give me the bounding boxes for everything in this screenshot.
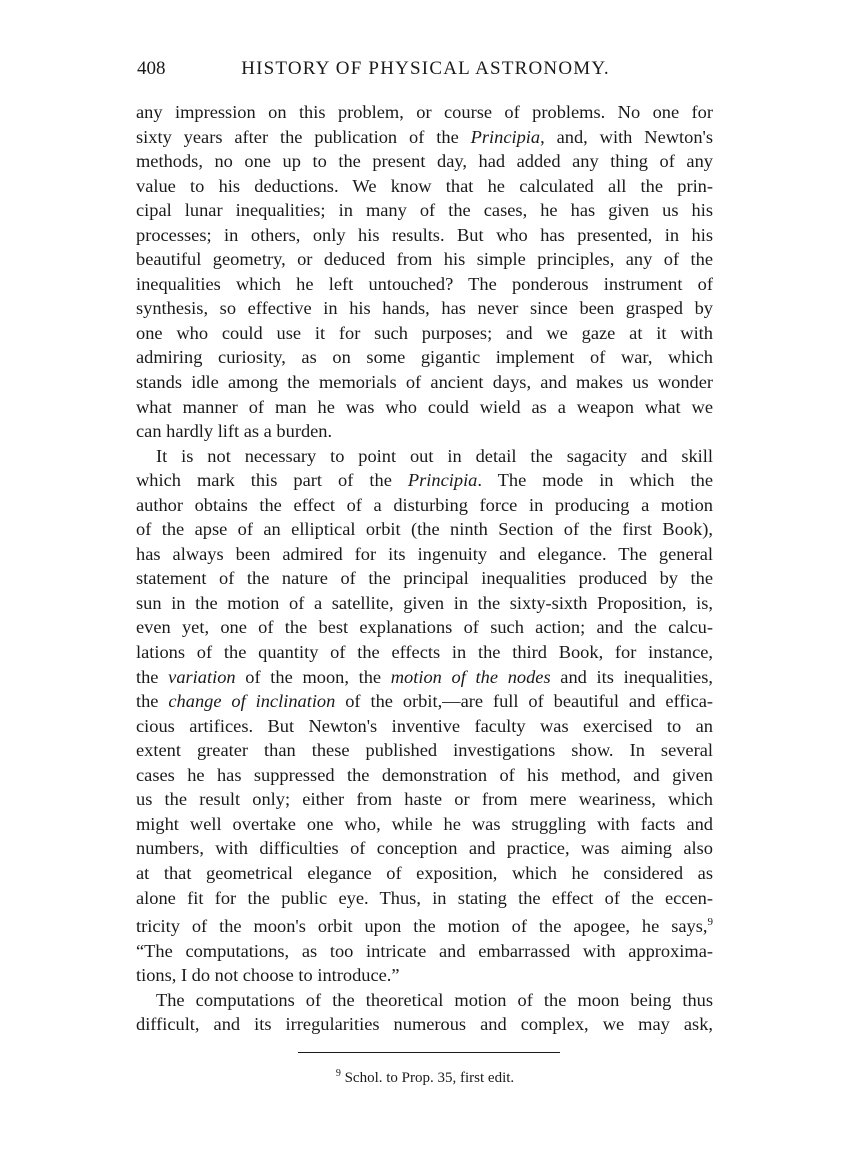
- running-head: HISTORY OF PHYSICAL ASTRONOMY.: [241, 58, 610, 79]
- text-line: [136, 689, 713, 714]
- text-line: [136, 493, 713, 518]
- footnote: [0, 1068, 850, 1087]
- text-run: tions, I do not choose to introduce.”: [136, 965, 400, 986]
- text-line: [136, 517, 713, 542]
- text-line: [136, 988, 713, 1013]
- text-run: “The computations, as too intricate and embarrassed with approxima-: [136, 940, 713, 961]
- text-run: inequalities which he left untouched? The ponderous instrument of: [136, 273, 713, 294]
- text-line: [136, 615, 713, 640]
- italic-text: change of inclination: [168, 691, 336, 712]
- text-line: [136, 714, 713, 739]
- text-line: [136, 763, 713, 788]
- text-line: [136, 247, 713, 272]
- text-run: admiring curiosity, as on some gigantic implement of war, which: [136, 347, 713, 368]
- footnote-text: Schol. to Prop. 35, first edit.: [344, 1070, 515, 1086]
- italic-text: Principia: [470, 126, 541, 147]
- text-line: [136, 939, 713, 964]
- text-line: [136, 640, 713, 665]
- text-run: the: [136, 691, 169, 712]
- text-run: has always been admired for its ingenuity and elegance. The general: [136, 543, 713, 564]
- text-line: [136, 125, 713, 150]
- text-line: [136, 321, 713, 346]
- page-header: [137, 58, 714, 88]
- text-run: cases he has suppressed the demonstration of his method, and given: [136, 764, 713, 785]
- text-run: tricity of the moon's orbit upon the motion of the apogee, he says,: [136, 916, 708, 937]
- footnote-reference: 9: [707, 916, 713, 929]
- text-line: [136, 665, 713, 690]
- text-run: what manner of man he was who could wield as a weapon what we: [136, 396, 713, 417]
- text-line: [136, 738, 713, 763]
- text-run: numbers, with difficulties of conception and practice, was aiming also: [136, 838, 713, 859]
- text-line: [136, 444, 713, 469]
- text-line: [136, 468, 713, 493]
- text-line: [136, 812, 713, 837]
- text-line: [136, 149, 713, 174]
- text-run: . The mode in which the: [477, 470, 713, 491]
- text-run: sixty years after the publication of the: [136, 126, 471, 147]
- text-line: [136, 591, 713, 616]
- text-run: , and, with Newton's: [540, 126, 713, 147]
- text-run: synthesis, so effective in his hands, has never since been grasped by: [136, 298, 713, 319]
- text-line: [136, 223, 713, 248]
- footnote-rule: [298, 1052, 560, 1053]
- text-run: at that geometrical elegance of exposition, which he considered as: [136, 862, 713, 883]
- text-run: the: [136, 666, 169, 687]
- text-line: [136, 542, 713, 567]
- text-line: [136, 787, 713, 812]
- text-run: of the moon, the: [235, 666, 391, 687]
- text-run: The computations of the theoretical motion of the moon being thus: [156, 989, 713, 1010]
- text-run: author obtains the effect of a disturbing force in producing a motion: [136, 494, 713, 515]
- text-run: extent greater than these published investigations show. In several: [136, 740, 713, 761]
- text-run: any impression on this problem, or course of problems. No one for: [136, 102, 713, 122]
- text-run: one who could use it for such purposes; and we gaze at it with: [136, 322, 713, 343]
- text-run: value to his deductions. We know that he calculated all the prin-: [136, 175, 713, 196]
- text-run: of the orbit,—are full of beautiful and effica-: [335, 691, 714, 712]
- text-run: even yet, one of the best explanations of such action; and the calcu-: [136, 617, 713, 638]
- text-line: [136, 1012, 713, 1037]
- text-line: [136, 174, 713, 199]
- text-run: methods, no one up to the present day, had added any thing of any: [136, 151, 713, 172]
- text-run: of the apse of an elliptical orbit (the ninth Section of the first Book),: [136, 519, 713, 540]
- text-run: lations of the quantity of the effects in the third Book, for instance,: [136, 642, 713, 663]
- text-run: cious artifices. But Newton's inventive faculty was exercised to an: [136, 715, 713, 736]
- text-run: stands idle among the memorials of ancient days, and makes us wonder: [136, 372, 713, 393]
- page-number: 408: [137, 58, 166, 79]
- text-run: alone fit for the public eye. Thus, in stating the effect of the eccen-: [136, 887, 713, 908]
- text-run: statement of the nature of the principal inequalities produced by the: [136, 568, 713, 589]
- text-line: [136, 345, 713, 370]
- text-run: can hardly lift as a burden.: [136, 421, 333, 442]
- text-run: sun in the motion of a satellite, given in the sixty-sixth Proposition, is,: [136, 592, 713, 613]
- text-run: us the result only; either from haste or from mere weariness, which: [136, 789, 713, 810]
- text-line: [136, 861, 713, 886]
- footnote-marker: 9: [335, 1068, 341, 1079]
- text-run: cipal lunar inequalities; in many of the cases, he has given us his: [136, 200, 713, 221]
- text-line: [136, 419, 713, 444]
- text-line: [136, 395, 713, 420]
- text-line: [136, 836, 713, 861]
- text-line: [136, 566, 713, 591]
- text-run: which mark this part of the: [136, 470, 408, 491]
- italic-text: variation: [168, 666, 236, 687]
- text-line: [136, 963, 713, 988]
- text-run: difficult, and its irregularities numerous and complex, we may ask,: [136, 1014, 713, 1035]
- italic-text: Principia: [407, 470, 478, 491]
- text-run: processes; in others, only his results. But who has presented, in his: [136, 224, 713, 245]
- text-run: beautiful geometry, or deduced from his simple principles, any of the: [136, 249, 713, 270]
- text-line: [136, 296, 713, 321]
- text-line: [136, 886, 713, 911]
- text-line: [136, 910, 713, 939]
- text-line: [136, 198, 713, 223]
- text-line: [136, 370, 713, 395]
- text-run: might well overtake one who, while he was struggling with facts and: [136, 813, 713, 834]
- italic-text: motion of the nodes: [390, 666, 551, 687]
- body-text: [136, 100, 713, 1037]
- text-line: [136, 272, 713, 297]
- text-run: and its inequalities,: [550, 666, 713, 687]
- text-run: It is not necessary to point out in detail the sagacity and skill: [156, 445, 713, 466]
- text-line: [136, 100, 713, 125]
